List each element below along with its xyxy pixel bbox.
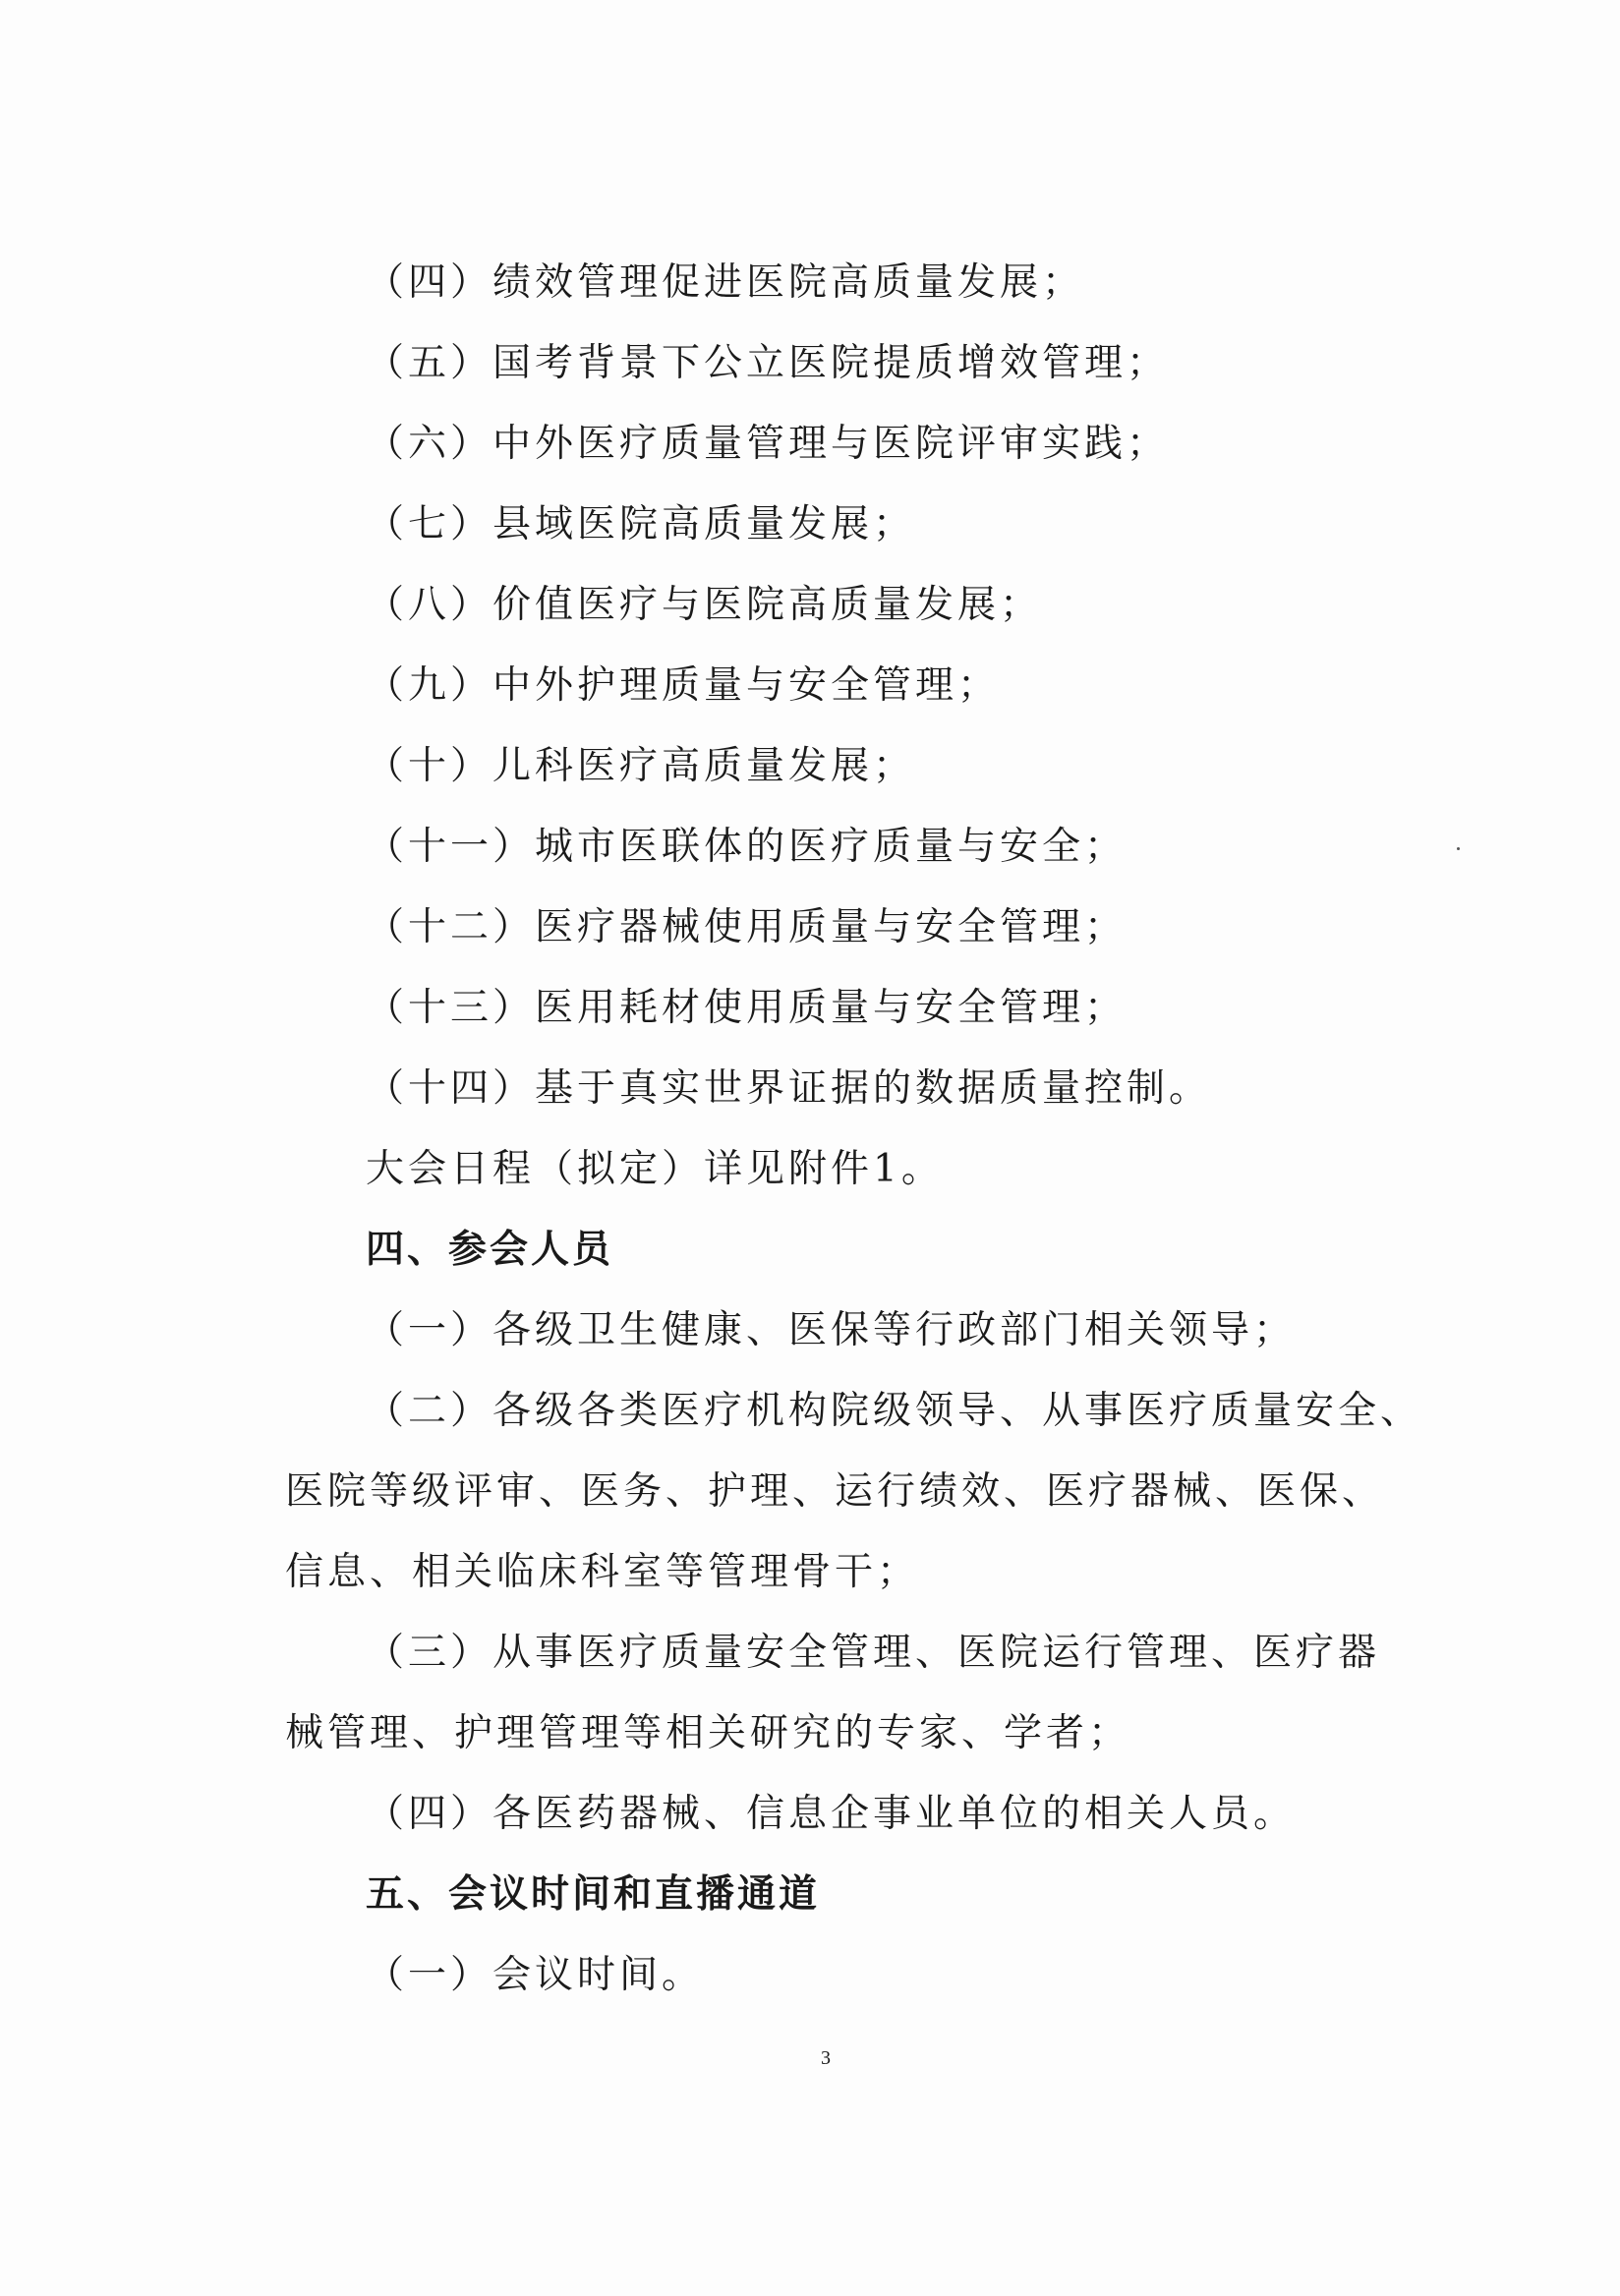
topic-item-14: （十四）基于真实世界证据的数据质量控制。 — [366, 1066, 1212, 1111]
subsection-meeting-time: （一）会议时间。 — [366, 1953, 705, 1997]
participant-item-2-cont-2: 信息、相关临床科室等管理骨干； — [285, 1550, 920, 1594]
topic-item-4: （四）绩效管理促进医院高质量发展； — [366, 260, 1085, 305]
topic-item-12: （十二）医疗器械使用质量与安全管理； — [366, 905, 1128, 949]
participant-item-1: （一）各级卫生健康、医保等行政部门相关领导； — [366, 1308, 1297, 1352]
page-number: 3 — [821, 2047, 831, 2069]
participant-item-2-cont-1: 医院等级评审、医务、护理、运行绩效、医疗器械、医保、 — [285, 1469, 1385, 1514]
participant-item-4: （四）各医药器械、信息企事业单位的相关人员。 — [366, 1792, 1297, 1836]
scan-artifact-dot — [1457, 847, 1460, 850]
schedule-note: 大会日程（拟定）详见附件1。 — [366, 1147, 944, 1191]
topic-item-13: （十三）医用耗材使用质量与安全管理； — [366, 986, 1128, 1030]
section-heading-participants: 四、参会人员 — [366, 1228, 614, 1272]
topic-item-6: （六）中外医疗质量管理与医院评审实践； — [366, 422, 1170, 466]
topic-item-8: （八）价值医疗与医院高质量发展； — [366, 583, 1043, 627]
participant-item-3: （三）从事医疗质量安全管理、医院运行管理、医疗器 — [366, 1631, 1381, 1675]
topic-item-11: （十一）城市医联体的医疗质量与安全； — [366, 825, 1128, 869]
section-heading-time-and-stream: 五、会议时间和直播通道 — [366, 1872, 821, 1917]
topic-item-9: （九）中外护理质量与安全管理； — [366, 663, 1001, 708]
topic-item-7: （七）县域医院高质量发展； — [366, 502, 916, 546]
participant-item-3-cont: 械管理、护理管理等相关研究的专家、学者； — [285, 1711, 1131, 1755]
participant-item-2: （二）各级各类医疗机构院级领导、从事医疗质量安全、 — [366, 1389, 1423, 1433]
topic-item-10: （十）儿科医疗高质量发展； — [366, 744, 916, 788]
topic-item-5: （五）国考背景下公立医院提质增效管理； — [366, 341, 1170, 385]
